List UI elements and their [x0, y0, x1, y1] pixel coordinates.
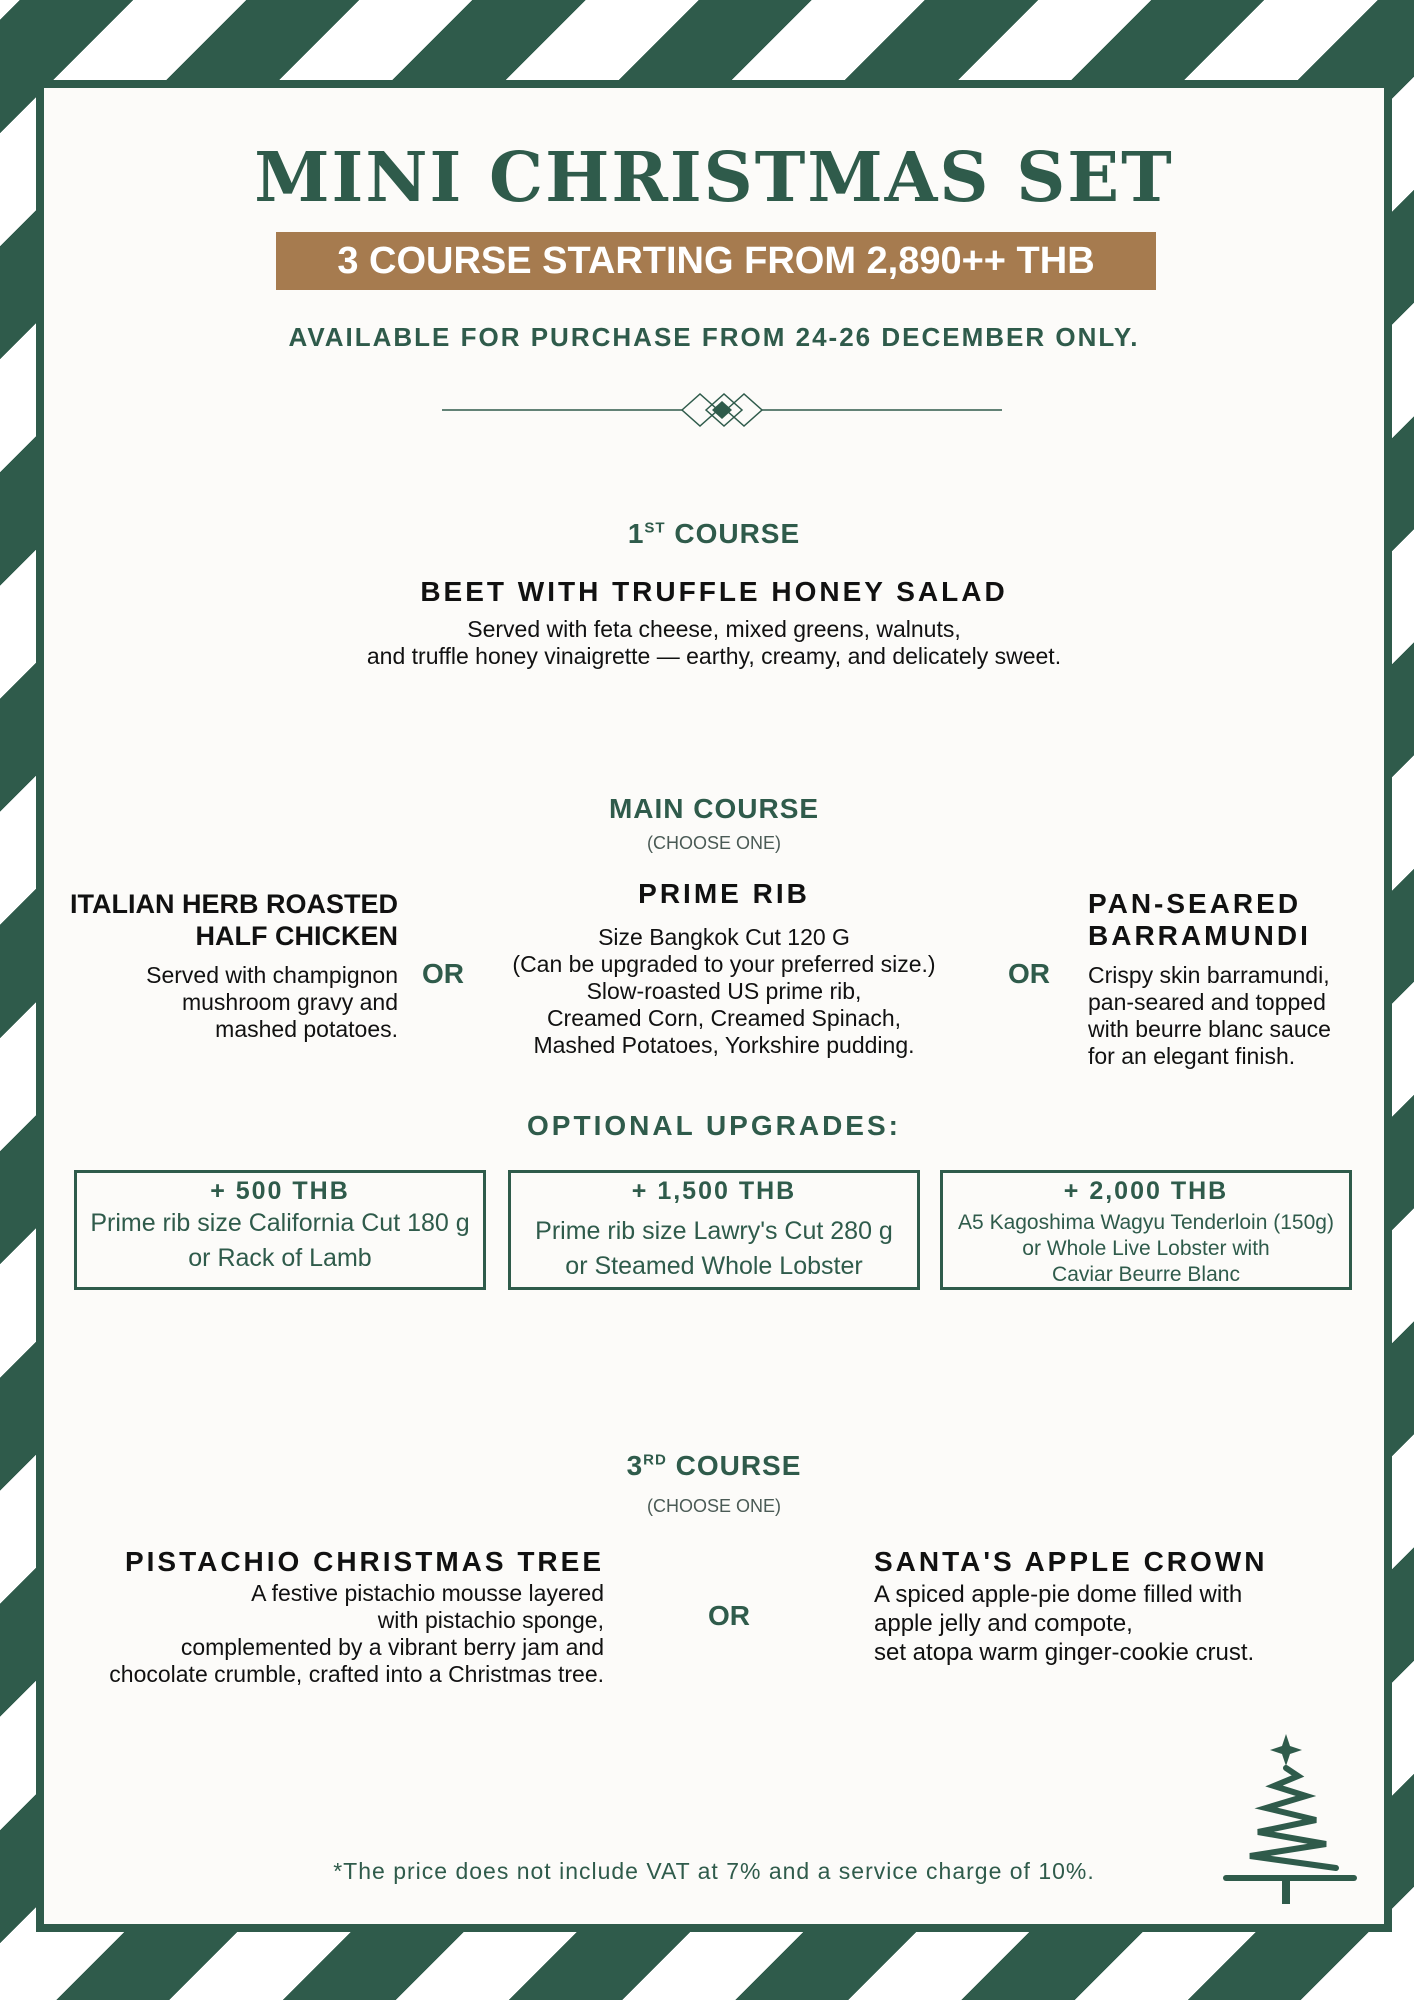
- upgrade-price: + 500 THB: [210, 1177, 350, 1205]
- third-course-heading: 3RD COURSE: [626, 1450, 802, 1481]
- diamond-ornament-icon: [442, 390, 1002, 430]
- price-disclaimer: *The price does not include VAT at 7% and a service charge of 10%.: [333, 1858, 1095, 1884]
- barramundi-dish: [1088, 888, 1378, 1070]
- prime-rib-name: PRIME RIB: [638, 878, 810, 909]
- upgrade-description: A5 Kagoshima Wagyu Tenderloin (150g) or Whole Live Lobster with Caviar Beurre Blanc: [958, 1211, 1334, 1286]
- prime-rib-dish: [474, 878, 974, 1059]
- barramundi-name: PAN-SEARED BARRAMUNDI: [1088, 888, 1311, 951]
- barramundi-description: Crispy skin barramundi, pan-seared and topped with beurre blanc sauce for an elegant finish.: [1088, 962, 1331, 1069]
- chicken-description: Served with champignon mushroom gravy and mashed potatoes.: [146, 962, 398, 1042]
- main-or-right: OR: [1008, 958, 1050, 989]
- menu-title: MINI CHRISTMAS SET: [254, 138, 1174, 218]
- upgrade-box-2000: [940, 1170, 1352, 1290]
- salad-dish-name: BEET WITH TRUFFLE HONEY SALAD: [420, 576, 1008, 607]
- upgrade-box-1500: [508, 1170, 920, 1290]
- upgrade-price: + 1,500 THB: [631, 1177, 797, 1205]
- availability-note: AVAILABLE FOR PURCHASE FROM 24-26 DECEMBER ONLY.: [288, 322, 1140, 352]
- first-course-heading: 1ST COURSE: [627, 518, 801, 549]
- chicken-dish-name: ITALIAN HERB ROASTED HALF CHICKEN: [70, 889, 398, 951]
- price-banner: 3 COURSE STARTING FROM 2,890++ THB: [276, 232, 1156, 290]
- main-course-sub: (CHOOSE ONE): [646, 833, 781, 853]
- upgrade-description: Prime rib size California Cut 180 g or Rack of Lamb: [90, 1209, 470, 1272]
- main-course-heading: MAIN COURSE: [608, 793, 820, 824]
- chicken-dish: [58, 888, 398, 1043]
- apple-crown-name: SANTA'S APPLE CROWN: [874, 1546, 1268, 1577]
- upgrade-price: + 2,000 THB: [1063, 1177, 1229, 1205]
- pistachio-dish: [58, 1546, 604, 1688]
- apple-crown-dish: [874, 1546, 1354, 1667]
- menu-panel: [36, 80, 1392, 1932]
- upgrade-description: Prime rib size Lawry's Cut 280 g or Steamed Whole Lobster: [535, 1217, 893, 1280]
- upgrades-heading: OPTIONAL UPGRADES:: [527, 1110, 901, 1141]
- dessert-or: OR: [708, 1600, 750, 1631]
- pistachio-name: PISTACHIO CHRISTMAS TREE: [124, 1546, 604, 1577]
- salad-description: Served with feta cheese, mixed greens, walnuts, and truffle honey vinaigrette — earthy, creamy, and delicately sweet.: [366, 616, 1062, 669]
- third-course-sub: (CHOOSE ONE): [646, 1496, 781, 1516]
- upgrade-box-500: [74, 1170, 486, 1290]
- pistachio-description: A festive pistachio mousse layered with pistachio sponge, complemented by a vibrant berry jam and chocolate crumble, crafted into a Christmas tree.: [109, 1580, 604, 1687]
- apple-crown-description: A spiced apple-pie dome filled with apple jelly and compote, set atopa warm ginger-cookie crust.: [874, 1581, 1255, 1666]
- prime-rib-description: Size Bangkok Cut 120 G (Can be upgraded to your preferred size.) Slow-roasted US prime rib, Creamed Corn, Creamed Spinach, Mashed Potatoes, Yorkshire pudding.: [512, 924, 936, 1058]
- main-or-left: OR: [422, 958, 464, 989]
